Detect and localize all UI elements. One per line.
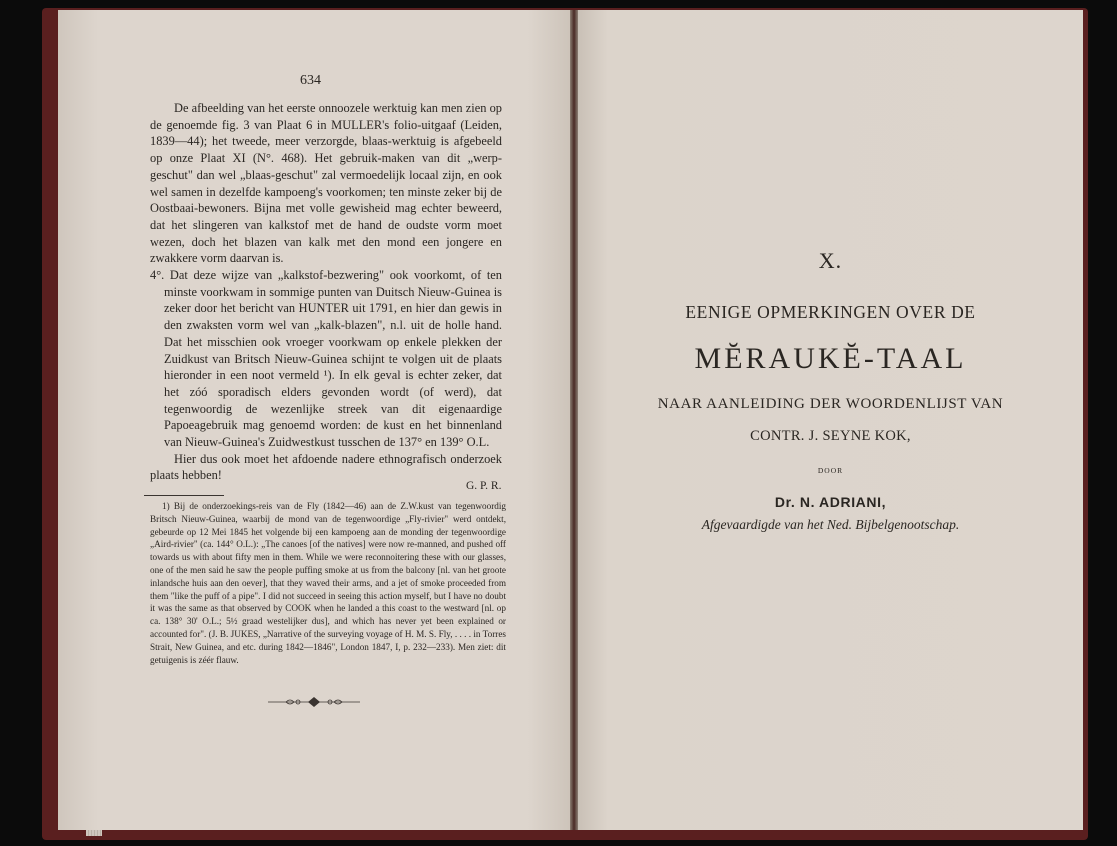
by-line: DOOR	[817, 466, 844, 475]
footnote-divider	[144, 495, 224, 496]
ornament-divider	[268, 695, 360, 709]
left-body-text	[150, 100, 502, 484]
author-name: Dr. N. ADRIANI,	[774, 494, 887, 510]
paragraph-1: De afbeelding van het eerste onnoozele werktuig kan men zien op de genoemde fig. 3 van Plaat 6 in MULLER's folio-uitgaaf (Leiden, 1839—44); het tweede, meer verzorgde, blaas-werktuig is afgebeeld op onze Plaat XI (N°. 468). Het gebruik-maken van dit „werp-geschut" dan wel „blaas-geschut" zal vermoedelijk locaal zijn, en ook wel samen in dezelfde kampoeng's voorkomen; ten minste zeker bij de Oostbaai-bewoners. Bijna met volle gewisheid mag echter beweerd, dat het slingeren van kalkstof met de hand de oudste vorm moet wezen, doch het blazen van kalk met den mond een jongere en zwakkere vorm daarvan is.	[150, 101, 502, 266]
author-affiliation: Afgevaardigde van het Ned. Bijbelgenootschap.	[701, 517, 960, 532]
right-page	[578, 10, 1083, 830]
book-gutter	[570, 10, 578, 830]
signature: G. P. R.	[466, 480, 502, 492]
contributor-line: CONTR. J. SEYNE KOK,	[750, 428, 911, 444]
chapter-number: X.	[818, 248, 843, 273]
paragraph-3: Hier dus ook moet het afdoende nadere ethnografisch onderzoek plaats hebben!	[150, 451, 502, 483]
footnote-text: 1) Bij de onderzoekings-reis van de Fly (1842—46) aan de Z.W.kust van tegenwoordig Britsch Nieuw-Guinea, waarbij de mond van de tegenwoordige „Fly-rivier" werd ontdekt, gebeurde op 12 Mei 1845 het volgende bij een kampoeng aan de monding der tegenwoordige „Aird-rivier" (ca. 144° O.L.): „The canoes [of the natives] were now re-manned, and pushed off towards us with about fifty men in them. While we were reconnoitering these with our glasses, one of the men said he saw the people puffing smoke at us from the balcony [nl. van het groote inlandsche huis aan den oever], that they waved their arms, and a jet of smoke proceeded from them "like the puff of a pipe". I did not succeed in seeing this action myself, but I have no doubt it was the same as that observed by COOK when he landed a this coast to the westward [nl. op ca. 138° 30' O.L.; 5½ graad westelijker dus], and which has never yet been explained or accounted for". (J. B. JUKES, „Narrative of the surveying voyage of H. M. S. Fly, . . . . in Torres Strait, New Guinea, and etc. during 1842—1846", London 1847, I, p. 232—233). Men ziet: dit getuigenis is zéér flauw.	[150, 501, 506, 665]
page-number: 634	[300, 73, 321, 88]
footnote	[150, 500, 506, 666]
chapter-title-line-1: EENIGE OPMERKINGEN OVER DE	[685, 302, 976, 322]
paragraph-2: 4°. Dat deze wijze van „kalkstof-bezwering" ook voorkomt, of ten minste voorkwam in sommige punten van Duitsch Nieuw-Guinea is zeker door het bericht van HUNTER uit 1791, en hier dan gewis in den zwaksten vorm wel van „kalk-blazen", n.l. uit de holle hand. Dat het misschien ook vroeger voorkwam op enkele plekken der Zuidkust van Britsch Nieuw-Guinea schijnt te volgen uit de plaats hieronder in een noot vermeld ¹). In elk geval is echter zeker, dat het zóó sporadisch elders gevonden wordt (of werd), dat tegenwoordig de wezenlijke streek van dit eigenaardige Papoeagebruik mag genoemd worden: de kust en het binnenland van Nieuw-Guinea's Zuidwestkust tusschen de 137° en 139° O.L.	[150, 268, 502, 450]
chapter-title-line-3: NAAR AANLEIDING DER WOORDENLIJST VAN	[657, 396, 1004, 412]
chapter-title-line-2: MĔRAUKĔ-TAAL	[694, 342, 967, 375]
